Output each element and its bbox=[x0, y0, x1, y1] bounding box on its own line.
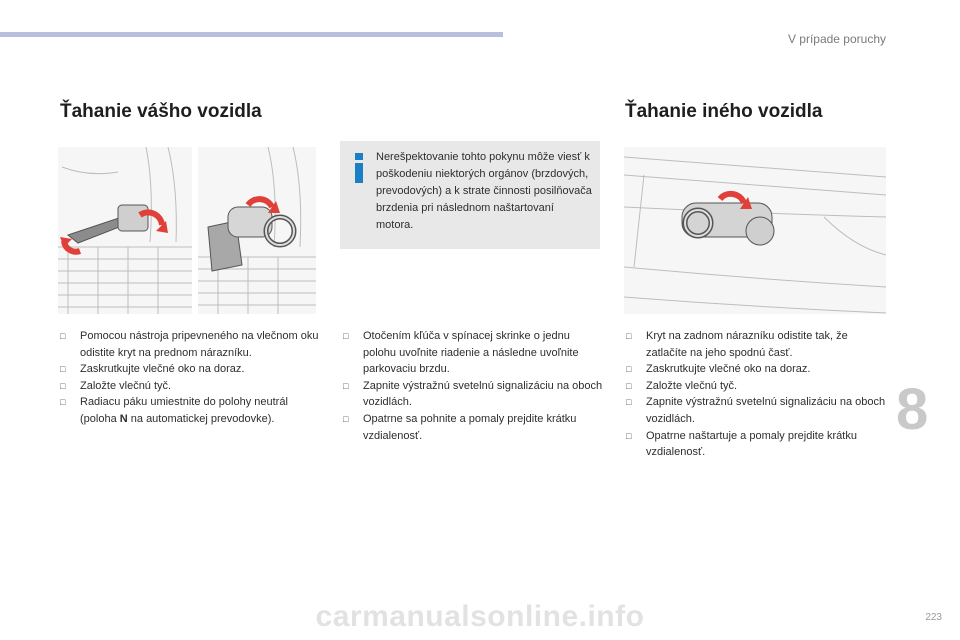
heading-tow-other-vehicle: Ťahanie iného vozidla bbox=[625, 101, 823, 122]
top-accent-bar bbox=[0, 32, 503, 37]
list-item: □ Založte vlečnú tyč. bbox=[626, 378, 888, 395]
checkbox-bullet-icon: □ bbox=[626, 364, 632, 375]
checkbox-bullet-icon: □ bbox=[626, 397, 632, 408]
checkbox-bullet-icon: □ bbox=[343, 380, 349, 391]
info-i-icon bbox=[352, 153, 366, 183]
list-item: □ Zaskrutkujte vlečné oko na doraz. bbox=[626, 361, 888, 378]
list-item: □ Založte vlečnú tyč. bbox=[60, 378, 322, 395]
bullets-tow-your-vehicle-col1 bbox=[60, 328, 322, 428]
list-item: □ Pomocou nástroja pripevneného na vlečnom oku odistite kryt na prednom nárazníku. bbox=[60, 330, 319, 359]
watermark: carmanualsonline.info bbox=[315, 600, 645, 633]
figure-front-towing-eye bbox=[198, 147, 316, 314]
checkbox-bullet-icon: □ bbox=[60, 380, 66, 391]
list-item: □ Zapnite výstražnú svetelnú signalizáciu na oboch vozidlách. bbox=[626, 396, 886, 425]
checkbox-bullet-icon: □ bbox=[60, 397, 66, 408]
list-item: □ Zaskrutkujte vlečné oko na doraz. bbox=[60, 361, 322, 378]
list-item: □ Zapnite výstražnú svetelnú signalizáciu na oboch vozidlách. bbox=[343, 379, 603, 409]
checkbox-bullet-icon: □ bbox=[626, 380, 632, 391]
bullets-tow-other-vehicle bbox=[626, 328, 888, 461]
chapter-number: 8 bbox=[896, 377, 929, 442]
checkbox-bullet-icon: □ bbox=[60, 364, 66, 375]
section-title: V prípade poruchy bbox=[787, 32, 886, 46]
checkbox-bullet-icon: □ bbox=[343, 413, 349, 424]
figure-rear-towing-eye bbox=[624, 147, 886, 314]
bullets-tow-your-vehicle-col2 bbox=[343, 328, 605, 444]
checkbox-bullet-icon: □ bbox=[343, 331, 349, 341]
list-item: □ Opatrne sa pohnite a pomaly prejdite krátku vzdialenosť. bbox=[343, 412, 577, 442]
gear-position-n: N bbox=[119, 412, 128, 425]
list-item: □ Kryt na zadnom nárazníku odistite tak, že zatlačíte na jeho spodnú časť. bbox=[626, 330, 848, 359]
page-number: 223 bbox=[925, 612, 942, 623]
checkbox-bullet-icon: □ bbox=[626, 331, 632, 341]
info-box bbox=[340, 141, 600, 249]
heading-tow-your-vehicle: Ťahanie vášho vozidla bbox=[60, 101, 262, 122]
info-text: Nerešpektovanie tohto pokynu môže viesť k poškodeniu niektorých orgánov (brzdových, prevodových) a k strate činnosti posilňovača brzdenia pri následnom naštartovaní motora. bbox=[376, 151, 592, 231]
figure-front-bumper-cover bbox=[58, 147, 192, 314]
list-item: □ Radiacu páku umiestnite do polohy neutrál (poloha N na automatickej prevodovke). bbox=[60, 396, 288, 425]
checkbox-bullet-icon: □ bbox=[60, 331, 66, 341]
checkbox-bullet-icon: □ bbox=[626, 430, 632, 441]
list-item: □ Otočením kľúča v spínacej skrinke o jednu polohu uvoľnite riadenie a následne uvoľnite parkovaciu brzdu. bbox=[343, 330, 579, 376]
list-item: □ Opatrne naštartuje a pomaly prejdite krátku vzdialenosť. bbox=[626, 429, 857, 459]
